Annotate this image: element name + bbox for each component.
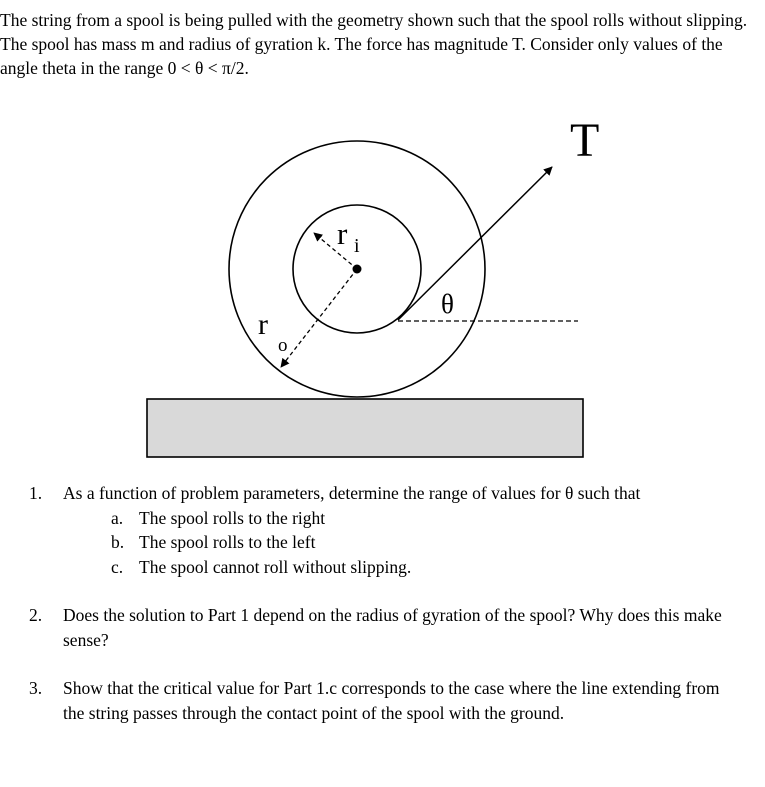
question-2 — [24, 603, 744, 652]
subquestion-text: The spool rolls to the left — [139, 532, 316, 552]
string-line — [398, 167, 552, 320]
subquestion-text: The spool cannot roll without slipping. — [139, 556, 412, 577]
outer-radius-label: r — [258, 308, 268, 341]
angle-label: θ — [441, 289, 454, 319]
subquestion-c — [111, 555, 744, 580]
question-1 — [24, 481, 744, 579]
outer-radius-line — [281, 269, 357, 367]
question-number: 3. — [29, 678, 43, 698]
problem-statement: The string from a spool is being pulled with the geometry shown such that the spool rolls without slipping. The spool has mass m and radius of gyration k. The force has magnitude T. Consider only values of the angle theta in the range 0 < θ < π/2. — [0, 10, 748, 78]
force-label: T — [570, 114, 600, 167]
subquestion-label: a. — [111, 507, 124, 528]
subquestion-text: The spool rolls to the right — [139, 507, 326, 528]
subquestion-b — [111, 530, 744, 555]
subquestion-list — [63, 506, 744, 580]
subquestion-label: b. — [111, 532, 125, 552]
question-text: Does the solution to Part 1 depend on the radius of gyration of the spool? Why does this make sense? — [63, 605, 722, 650]
inner-radius-line — [314, 233, 357, 269]
question-text: Show that the critical value for Part 1.c corresponds to the case where the line extending from the string passes through the contact point of the spool with the ground. — [63, 678, 720, 723]
inner-radius-label: r — [337, 216, 348, 251]
question-3 — [24, 676, 744, 725]
ground-block — [147, 399, 583, 457]
inner-radius-subscript: i — [354, 235, 360, 257]
question-number: 1. — [29, 483, 43, 503]
outer-radius-subscript: o — [278, 335, 288, 356]
question-list — [24, 481, 744, 725]
question-text: As a function of problem parameters, determine the range of values for θ such that — [63, 483, 641, 503]
question-number: 2. — [29, 605, 43, 625]
subquestion-label: c. — [111, 556, 124, 577]
subquestion-a — [111, 506, 744, 531]
